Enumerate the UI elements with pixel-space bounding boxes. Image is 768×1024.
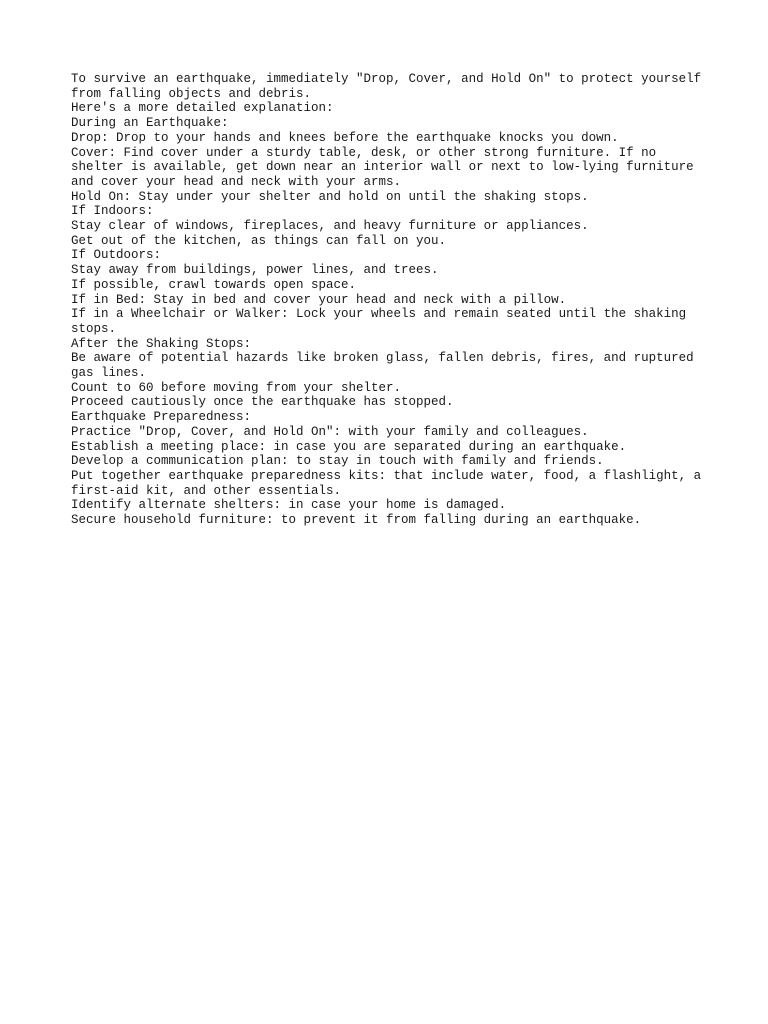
list-item-crawl: If possible, crawl towards open space. bbox=[71, 277, 357, 292]
section-heading-preparedness: Earthquake Preparedness: bbox=[71, 410, 252, 425]
list-item-count: Count to 60 before moving from your shelter. bbox=[71, 380, 402, 395]
section-heading-indoors: If Indoors: bbox=[71, 204, 154, 219]
list-item-hazards: Be aware of potential hazards like broken glass, fallen debris, fires, and ruptured gas lines. bbox=[71, 351, 702, 381]
list-item-cover: Cover: Find cover under a sturdy table, desk, or other strong furniture. If no shelter is available, get down near an interior wall or next to low-lying furniture and cover your head and neck with your arms. bbox=[71, 145, 702, 189]
list-item-kits: Put together earthquake preparedness kits: that include water, food, a flashlight, a first-aid kit, and other essentials. bbox=[71, 468, 709, 498]
list-item-furniture: Secure household furniture: to prevent it from falling during an earthquake. bbox=[71, 513, 642, 528]
list-item-drop: Drop: Drop to your hands and knees before the earthquake knocks you down. bbox=[71, 130, 619, 145]
list-item-practice: Practice "Drop, Cover, and Hold On": with your family and colleagues. bbox=[71, 424, 589, 439]
list-item-hold-on: Hold On: Stay under your shelter and hold on until the shaking stops. bbox=[71, 189, 589, 204]
list-item-stay-clear: Stay clear of windows, fireplaces, and heavy furniture or appliances. bbox=[71, 219, 589, 234]
list-item-kitchen: Get out of the kitchen, as things can fall on you. bbox=[71, 233, 447, 248]
list-item-stay-away: Stay away from buildings, power lines, and trees. bbox=[71, 263, 439, 278]
list-item-shelters: Identify alternate shelters: in case your home is damaged. bbox=[71, 498, 507, 513]
list-item-meeting-place: Establish a meeting place: in case you are separated during an earthquake. bbox=[71, 439, 627, 454]
document-body bbox=[71, 72, 711, 528]
explanation-intro: Here's a more detailed explanation: bbox=[71, 101, 334, 116]
section-heading-after: After the Shaking Stops: bbox=[71, 336, 252, 351]
intro-paragraph: To survive an earthquake, immediately "Drop, Cover, and Hold On" to protect yourself from falling objects and debris. bbox=[71, 72, 709, 101]
list-item-proceed: Proceed cautiously once the earthquake has stopped. bbox=[71, 395, 454, 410]
list-item-wheelchair: If in a Wheelchair or Walker: Lock your wheels and remain seated until the shaking stops. bbox=[71, 307, 694, 336]
list-item-communication: Develop a communication plan: to stay in touch with family and friends. bbox=[71, 454, 604, 469]
list-item-in-bed: If in Bed: Stay in bed and cover your head and neck with a pillow. bbox=[71, 292, 567, 307]
section-heading-outdoors: If Outdoors: bbox=[71, 248, 162, 263]
section-heading-during: During an Earthquake: bbox=[71, 116, 229, 131]
